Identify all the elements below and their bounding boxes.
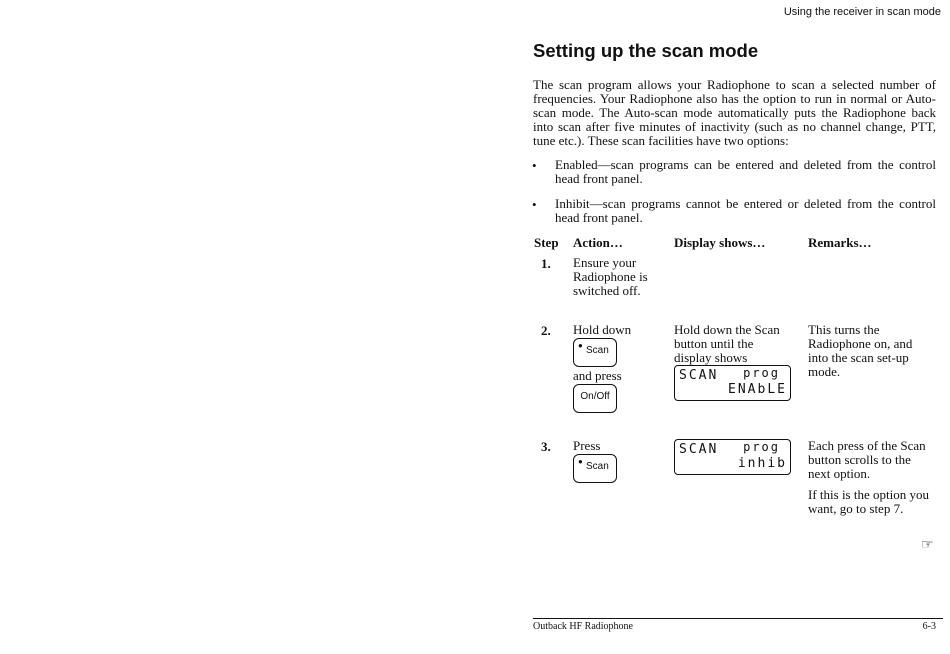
key-label: Scan [586,345,609,356]
lcd-line1-right: prog [743,366,780,380]
key-label: On/Off [580,391,610,402]
step-action: Hold down [573,322,632,337]
key-label: Scan [586,461,609,472]
col-header-remarks: Remarks… [808,235,872,250]
lcd-line2: ENAbLE [728,382,787,397]
bullet-inhibit: Inhibit—scan programs cannot be entered or deleted from the control head front panel. [555,196,936,225]
step-remarks: Each press of the Scan button scrolls to the next option. [808,438,926,481]
step-remarks-extra: If this is the option you want, go to step 7. [808,487,929,516]
step-number: 2. [541,323,551,338]
key-indicator-dot: ● [578,341,583,350]
step-remarks: This turns the Radiophone on, and into the scan set-up mode. [808,322,913,379]
display-note: Hold down the Scan button until the display shows [674,322,780,365]
lcd-line1-left: SCAN [679,442,719,457]
col-header-step: Step [534,235,559,250]
step-action: Ensure your Radiophone is switched off. [573,255,648,298]
lcd-line1-left: SCAN [679,368,719,383]
running-header: Using the receiver in scan mode [783,6,941,18]
key-indicator-dot: ● [578,457,583,466]
step-number: 3. [541,439,551,454]
scan-key [573,338,617,367]
bullet-dot: • [532,197,537,212]
step-action: and press [573,368,622,383]
onoff-key [573,384,617,413]
footer-product: Outback HF Radiophone [533,621,633,632]
bullet-enabled: Enabled—scan programs can be entered and deleted from the control head front panel. [555,157,936,186]
col-header-display: Display shows… [674,235,766,250]
lcd-line2: inhib [737,456,787,471]
intro-paragraph: The scan program allows your Radiophone to scan a selected number of frequencies. Your Radiophone also has the option to run in normal or Auto-scan mode. The Auto-scan mode automatically puts the Radiophone back into scan after five minutes of inactivity (such as no channel change, PTT, tune etc.). These scan facilities have two options: [533,77,936,148]
page-title: Setting up the scan mode [533,40,759,61]
footer-rule [533,618,943,619]
col-header-action: Action… [573,235,623,250]
scan-key [573,454,617,483]
lcd-line1-right: prog [743,440,780,454]
page-number: 6-3 [922,621,936,632]
pointing-hand-icon: ☞ [921,536,934,552]
bullet-dot: • [532,158,537,173]
step-action: Press [573,438,601,453]
lcd-display [674,365,791,401]
lcd-display [674,439,791,475]
step-number: 1. [541,256,551,271]
